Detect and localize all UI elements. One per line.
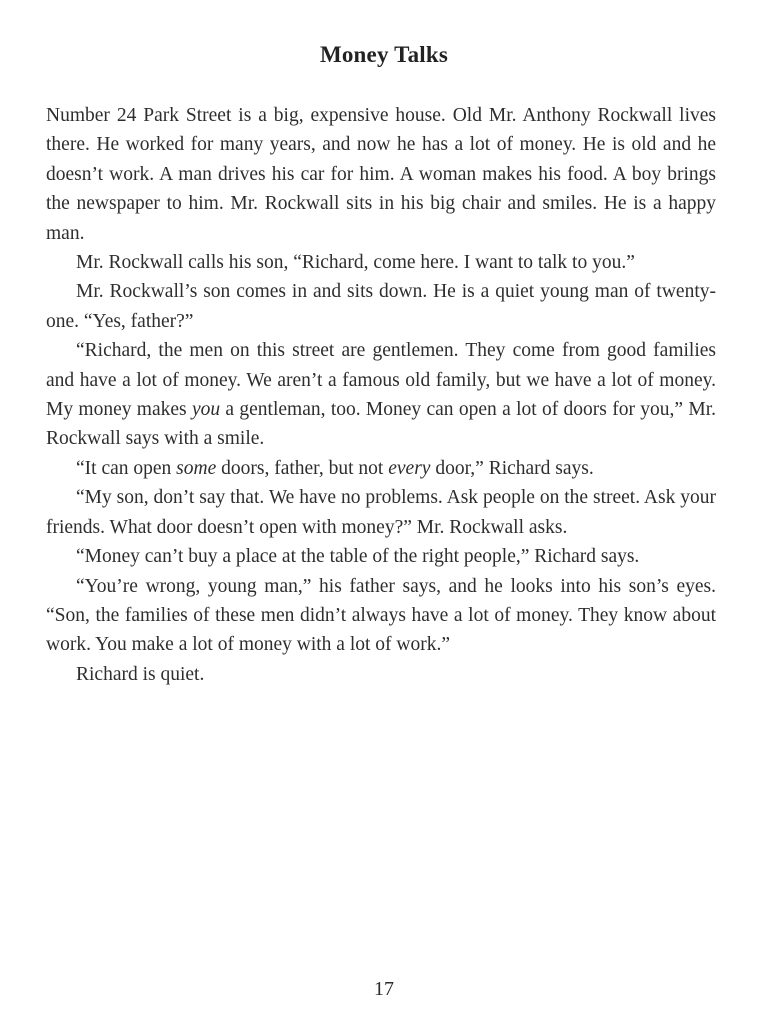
chapter-title: Money Talks <box>319 42 449 67</box>
text-run: Richard is quiet. <box>76 663 205 685</box>
emphasis-text: every <box>388 457 431 479</box>
page-number: 17 <box>374 978 394 1000</box>
text-run: Number 24 Park Street is a big, expensive house. Old Mr. Anthony Rockwall lives there. He worked for many years, and now he has a lot of money. He is old and he doesn’t work. A man drives his car for him. A woman makes his food. A boy brings the newspaper to him. Mr. Rockwall sits in his big chair and smiles. He is a happy man. <box>46 105 716 244</box>
paragraph <box>46 454 716 483</box>
paragraph <box>46 542 716 571</box>
emphasis-text: you <box>191 399 221 421</box>
paragraph <box>46 248 716 277</box>
text-run: Mr. Rockwall calls his son, “Richard, come here. I want to talk to you.” <box>76 252 635 274</box>
text-run: doors, father, but not <box>216 457 389 479</box>
paragraph <box>46 101 716 248</box>
text-run: “It can open <box>76 457 177 479</box>
emphasis-text: some <box>176 457 217 479</box>
text-run: “You’re wrong, young man,” his father says, and he looks into his son’s eyes. “Son, the families of these men didn’t always have a lot of money. They know about work. You make a lot of money with a lot of work.” <box>46 575 716 656</box>
text-run: “Richard, the men on this street are gentlemen. They come from good families and have a lot of money. We aren’t a famous old family, but we have a lot of money. My money makes <box>46 340 716 421</box>
text-run: Mr. Rockwall’s son comes in and sits down. He is a quiet young man of twenty-one. “Yes, father?” <box>46 281 716 332</box>
text-run: door,” Richard says. <box>430 457 594 479</box>
text-run: a gentleman, too. Money can open a lot of doors for you,” Mr. Rockwall says with a smile. <box>46 399 717 450</box>
paragraph <box>46 336 716 454</box>
paragraph <box>46 660 716 689</box>
paragraph <box>46 572 716 660</box>
paragraph <box>46 277 716 336</box>
text-run: “Money can’t buy a place at the table of the right people,” Richard says. <box>76 546 640 568</box>
paragraph <box>46 483 716 542</box>
body-text <box>46 101 716 689</box>
text-run: “My son, don’t say that. We have no problems. Ask people on the street. Ask your friends. What door doesn’t open with money?” Mr. Rockwall asks. <box>46 487 716 538</box>
